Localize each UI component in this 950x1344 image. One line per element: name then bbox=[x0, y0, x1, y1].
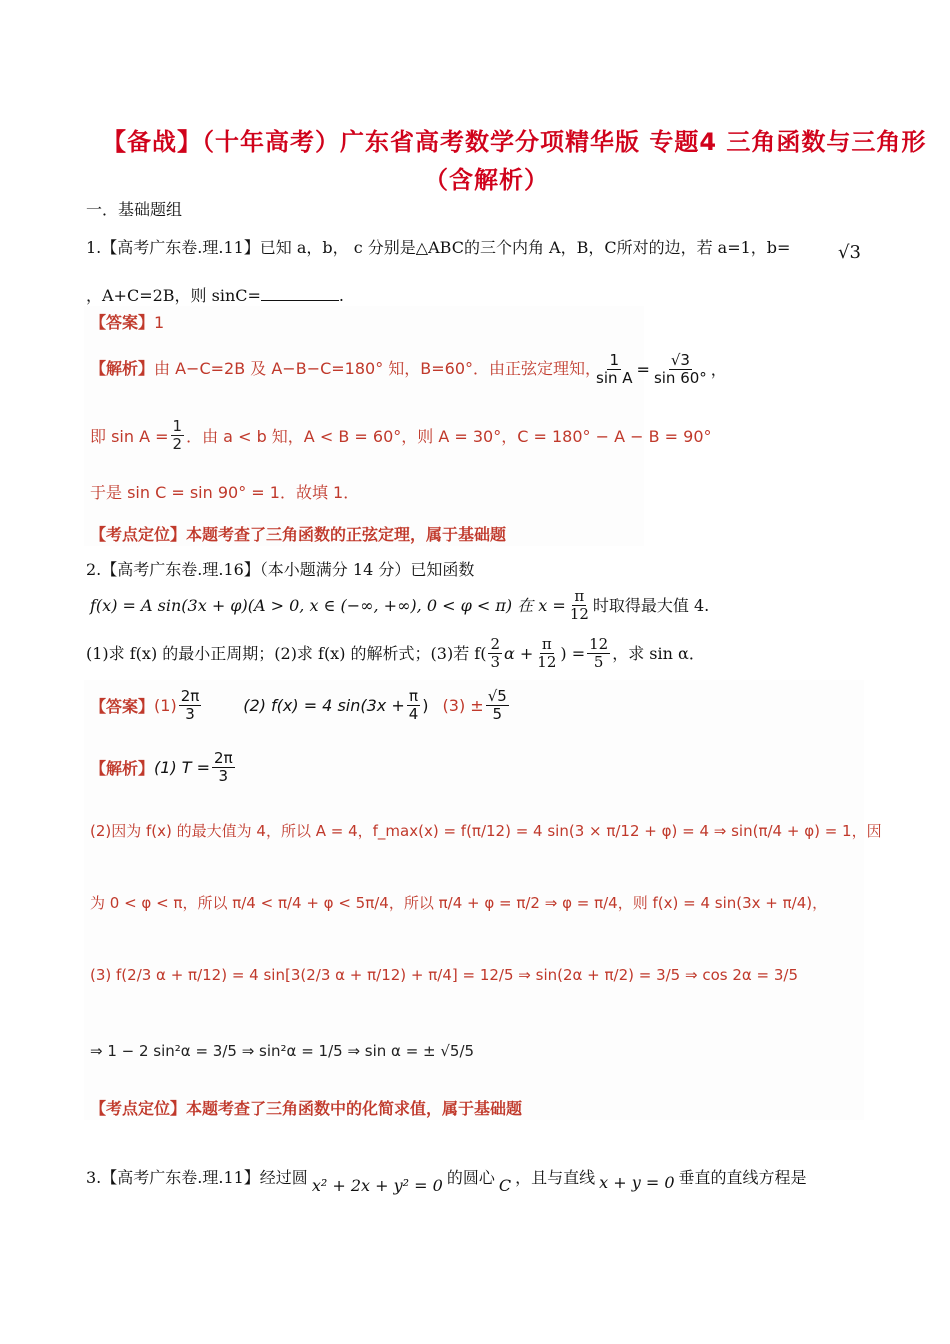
q2-parts-frac-b: $\frac{\pi}{12}$ bbox=[537, 635, 557, 671]
q1-frac1: $\frac{1}{\text{sin A}}$ bbox=[596, 351, 633, 387]
q1-solution-label: 【解析】 bbox=[90, 359, 155, 378]
q1-kaodian-text: 本题考查了三角函数的正弦定理，属于基础题 bbox=[186, 525, 507, 544]
q1-solution-text1: 由 A−C=2B 及 A−B−C=180° 知，B=60°．由正弦定理知， bbox=[154, 359, 602, 378]
q3-stem bbox=[86, 1160, 807, 1196]
q2-kaodian-label: 【考点定位】 bbox=[90, 1099, 187, 1118]
q1-kaodian-label: 【考点定位】 bbox=[90, 525, 187, 544]
q2-x-frac: $\frac{\pi}{12}$ bbox=[569, 587, 589, 623]
q2-parts-a: (1)求 f(x) 的最小正周期；(2)求 f(x) 的解析式；(3)若 f( bbox=[86, 643, 487, 663]
q3-tail: 垂直的直线方程是 bbox=[678, 1168, 807, 1187]
q1-sine-law bbox=[592, 352, 727, 387]
q1-sqrt3-text: √3 bbox=[838, 242, 861, 263]
q1-sqrt3 bbox=[838, 243, 861, 263]
q2-parts bbox=[86, 636, 705, 671]
q2-function-tail: 时取得最大值 4. bbox=[592, 595, 710, 615]
q2-ans1-frac: $\frac{2\pi}{3}$ bbox=[180, 687, 200, 723]
q2-answer-label: 【答案】 bbox=[90, 697, 155, 716]
q1-half: $\frac{1}{2}$ bbox=[172, 417, 183, 453]
q1-answer-blank bbox=[261, 286, 339, 301]
q2-ans2: (2) f(x) = 4 sin(3x + bbox=[243, 696, 405, 715]
q2-function bbox=[90, 588, 709, 623]
section-heading: 一．基础题组 bbox=[86, 200, 183, 219]
q1-frac2: $\frac{√3}{\sin 60^\circ}$ bbox=[653, 351, 707, 387]
q2-solution-line3: 为 0 < φ < π，所以 π/4 < π/4 + φ < 5π/4，所以 π/4 + φ = π/2 ⇒ φ = π/4，则 f(x) = 4 sin(3x + π/4)， bbox=[90, 894, 828, 912]
q2-solution-line4: (3) f(2/3 α + π/12) = 4 sin[3(2/3 α + π/12) + π/4] = 12/5 ⇒ sin(2α + π/2) = 3/5 ⇒ cos 2α = 3/5 bbox=[90, 966, 799, 984]
q3-circle-equation: x² + 2x + y² = 0 bbox=[311, 1176, 443, 1195]
q2-ans3: (3) ± bbox=[442, 696, 484, 715]
q1-stem-line2-text: ，A+C=2B，则 sinC= bbox=[86, 286, 261, 305]
q1-solution-line1 bbox=[90, 356, 601, 379]
q3-mid: 的圆心 bbox=[446, 1168, 495, 1187]
q1-answer-label: 【答案】 bbox=[90, 313, 155, 332]
q2-parts-b: ，求 sin α． bbox=[612, 643, 705, 663]
q2-solution-line1 bbox=[90, 750, 237, 785]
q1-stem-line2 bbox=[86, 286, 344, 306]
q1-answer bbox=[90, 310, 164, 333]
q2-solution-line5: ⇒ 1 − 2 sin²α = 3/5 ⇒ sin²α = 1/5 ⇒ sin α = ± √5/5 bbox=[90, 1042, 475, 1060]
q2-kaodian-text: 本题考查了三角函数中的化简求值，属于基础题 bbox=[186, 1099, 523, 1118]
q2-parts-eq: ) = bbox=[560, 643, 586, 663]
q1-sol2a: 即 sin A = bbox=[90, 427, 169, 446]
q1-solution-line3: 于是 sin C = sin 90° = 1．故填 1． bbox=[90, 483, 360, 502]
q2-parts-alpha: α + bbox=[504, 643, 534, 663]
q2-parts-frac-c: $\frac{12}{5}$ bbox=[589, 635, 609, 671]
page-title: 【备战】（十年高考）广东省高考数学分项精华版 专题4 三角函数与三角形 bbox=[102, 128, 927, 156]
q2-answer bbox=[90, 688, 511, 723]
q1-kaodian bbox=[90, 522, 506, 545]
q2-sol1-frac: $\frac{2\pi}{3}$ bbox=[214, 749, 233, 785]
q3-head: 3.【高考广东卷.理.11】经过圆 bbox=[86, 1168, 308, 1187]
q2-sol1: (1) T = bbox=[154, 758, 211, 777]
q2-ans2-tail: ) bbox=[422, 696, 429, 715]
q3-line-equation: x + y = 0 bbox=[599, 1173, 675, 1192]
q1-sol2b: ．由 a < b 知，A < B = 60°，则 A = 30°，C = 180° − A − B = 90° bbox=[186, 427, 712, 446]
q2-ans2-frac: $\frac{\pi}{4}$ bbox=[408, 687, 419, 723]
q1-comma: ， bbox=[710, 359, 727, 379]
page-subtitle: （含解析） bbox=[424, 166, 549, 194]
q1-equals: = bbox=[636, 359, 650, 379]
q1-answer-value: 1 bbox=[154, 313, 165, 332]
q1-period: . bbox=[338, 286, 345, 305]
q2-parts-frac-a: $\frac{2}{3}$ bbox=[490, 635, 500, 671]
q2-solution-line2: (2)因为 f(x) 的最大值为 4，所以 A = 4，f_max(x) = f(π/12) = 4 sin(3 × π/12 + φ) = 4 ⇒ sin(π/4 + φ) = 1，因 bbox=[90, 822, 882, 840]
q2-solution-label: 【解析】 bbox=[90, 759, 155, 778]
q1-stem-text: 1.【高考广东卷.理.11】已知 a，b， c 分别是△ABC的三个内角 A，B，C所对的边，若 a=1，b= bbox=[86, 238, 791, 257]
q2-kaodian bbox=[90, 1096, 522, 1119]
q2-ans1: (1) bbox=[154, 696, 177, 715]
q3-mid2: ，且与直线 bbox=[515, 1168, 596, 1187]
q2-ans3-frac: $\frac{√5}{5}$ bbox=[487, 687, 507, 723]
q2-function-text: f(x) = A sin(3x + φ)(A > 0, x ∈ (−∞, +∞), 0 < φ < π) 在 x = bbox=[90, 595, 566, 615]
q1-solution-line2 bbox=[90, 418, 712, 453]
q3-center-c: C bbox=[498, 1176, 512, 1195]
q2-stem: 2.【高考广东卷.理.16】（本小题满分 14 分）已知函数 bbox=[86, 560, 475, 579]
q1-stem bbox=[86, 238, 790, 258]
